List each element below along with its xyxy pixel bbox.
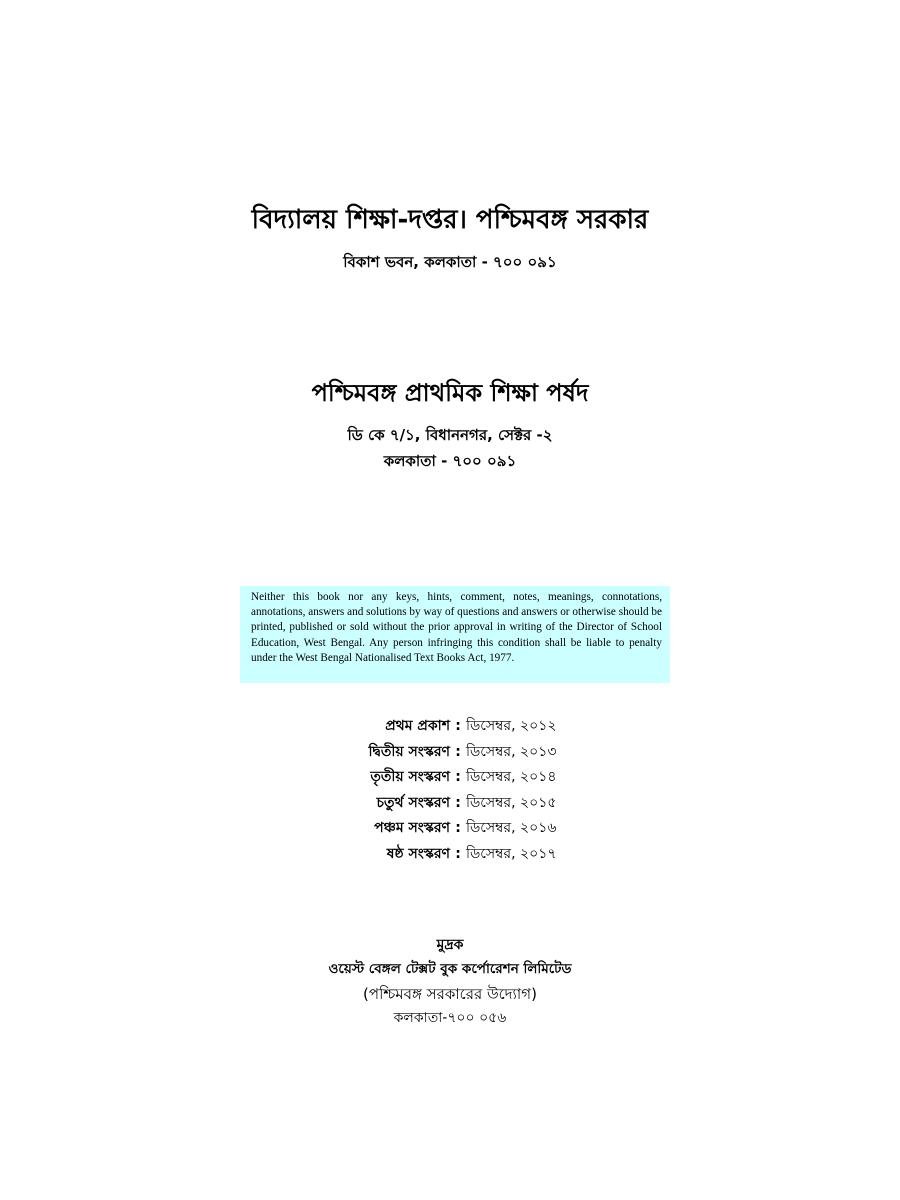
department-address: বিকাশ ভবন, কলকাতা - ৭০০ ০৯১ (343, 253, 557, 271)
board-address (0, 422, 900, 474)
board-title: পশ্চিমবঙ্গ প্রাথমিক শিক্ষা পর্ষদ (311, 379, 589, 407)
edition-label: তৃতীয় সংস্করণ (370, 769, 450, 785)
edition-row (250, 842, 650, 868)
edition-label: প্রথম প্রকাশ (385, 718, 450, 734)
edition-label: ষষ্ঠ সংস্করণ (386, 845, 450, 862)
copyright-notice: Neither this book nor any keys, hints, comment, notes, meanings, connotations, annotations, answers and solutions by way of questions and answers or otherwise should be printed, published or sold without the prior approval in writing of the Director of School Education, West Bengal. Any person infringing this condition shall be liable to penalty under the West Bengal Nationalised Text Books Act, 1977. (240, 586, 670, 683)
edition-separator: : (455, 794, 461, 811)
printer-label: মুদ্রক (436, 937, 464, 953)
edition-date: ডিসেম্বর, ২০১৫ (466, 794, 557, 811)
edition-separator: : (455, 718, 461, 734)
edition-history (250, 714, 650, 867)
edition-row (250, 740, 650, 766)
board-address-line1: ডি কে ৭/১, বিধাননগর, সেক্টর -২ (347, 426, 553, 444)
edition-date: ডিসেম্বর, ২০১৭ (466, 845, 557, 862)
edition-separator: : (455, 743, 461, 760)
edition-separator: : (455, 769, 461, 785)
edition-row (250, 816, 650, 842)
edition-date: ডিসেম্বর, ২০১৪ (466, 769, 557, 785)
printer-note: (পশ্চিমবঙ্গ সরকারের উদ্যোগ) (363, 985, 537, 1003)
edition-date: ডিসেম্বর, ২০১২ (466, 718, 557, 734)
edition-separator: : (455, 820, 461, 836)
edition-label: পঞ্চম সংস্করণ (374, 820, 450, 836)
printer-address: কলকাতা-৭০০ ০৫৬ (393, 1010, 507, 1026)
edition-row (250, 714, 650, 740)
edition-label: চতুর্থ সংস্করণ (376, 794, 450, 811)
printer-name: ওয়েস্ট বেঙ্গল টেক্সট বুক কর্পোরেশন লিমিটেড (328, 961, 572, 977)
board-address-line2: কলকাতা - ৭০০ ০৯১ (383, 452, 517, 470)
edition-date: ডিসেম্বর, ২০১৩ (466, 743, 557, 760)
edition-separator: : (455, 845, 461, 862)
edition-row (250, 791, 650, 817)
edition-label: দ্বিতীয় সংস্করণ (368, 743, 450, 760)
department-title: বিদ্যালয় শিক্ষা-দপ্তর। পশ্চিমবঙ্গ সরকার (251, 205, 649, 235)
edition-row (250, 765, 650, 791)
edition-date: ডিসেম্বর, ২০১৬ (466, 820, 557, 836)
